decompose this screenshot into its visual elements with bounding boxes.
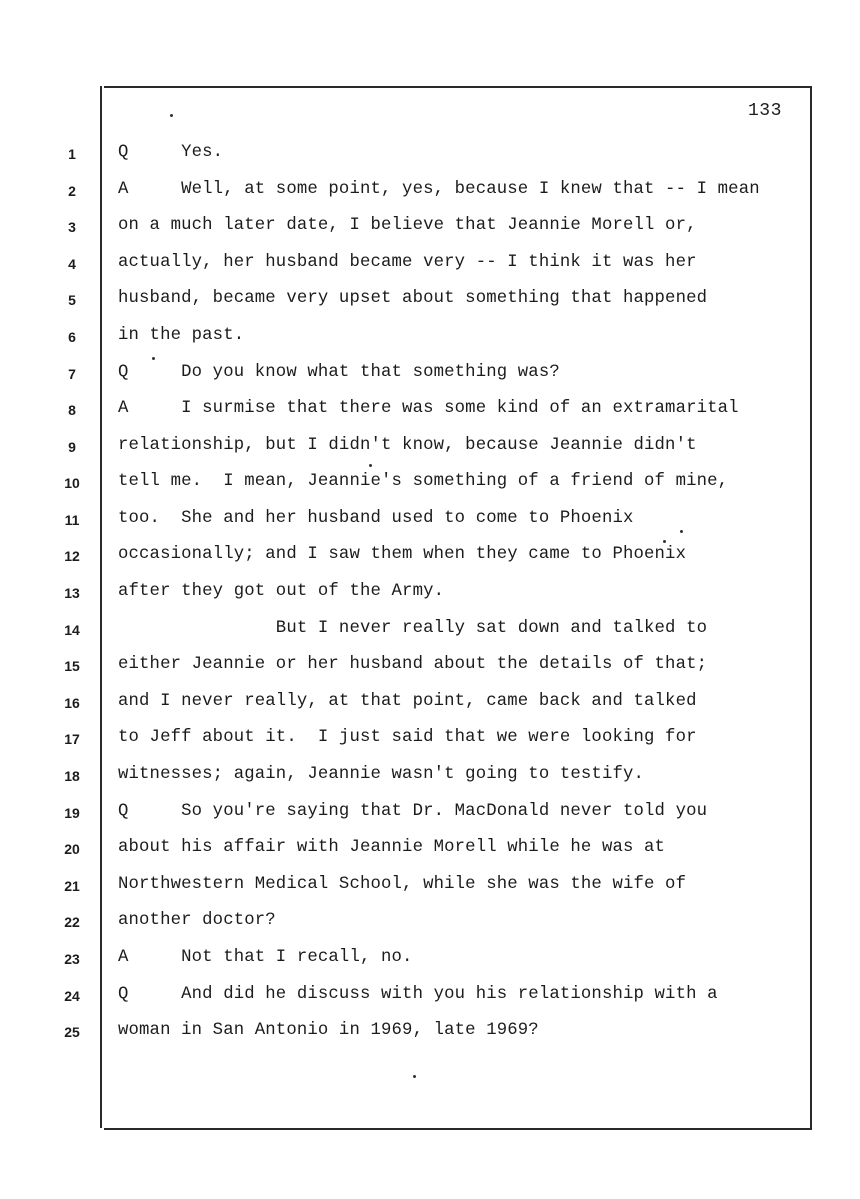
transcript-line: too. She and her husband used to come to Phoenix (118, 509, 634, 528)
line-number: 24 (64, 988, 80, 1004)
scan-speck (152, 357, 155, 360)
left-margin-rule (100, 86, 102, 1128)
line-number: 7 (68, 366, 76, 382)
transcript-line: A I surmise that there was some kind of an extramarital (118, 399, 739, 418)
line-number: 25 (64, 1024, 80, 1040)
transcript-line: But I never really sat down and talked to (118, 619, 708, 638)
line-number: 10 (64, 475, 80, 491)
line-number: 6 (68, 329, 76, 345)
transcript-line: in the past. (118, 326, 245, 345)
page-frame (104, 86, 812, 1130)
transcript-line: either Jeannie or her husband about the details of that; (118, 655, 708, 674)
transcript-line: Q And did he discuss with you his relationship with a (118, 985, 718, 1004)
scan-speck (170, 114, 173, 117)
scan-speck (663, 540, 666, 543)
scan-speck (413, 1075, 416, 1078)
transcript-line: on a much later date, I believe that Jeannie Morell or, (118, 216, 697, 235)
transcript-line: A Not that I recall, no. (118, 948, 413, 967)
line-number: 4 (68, 256, 76, 272)
transcript-line: about his affair with Jeannie Morell while he was at (118, 838, 666, 857)
transcript-line: A Well, at some point, yes, because I knew that -- I mean (118, 180, 760, 199)
line-number: 2 (68, 183, 76, 199)
transcript-line: Q Yes. (118, 143, 224, 162)
transcript-line: tell me. I mean, Jeannie's something of a friend of mine, (118, 472, 729, 491)
line-number: 11 (64, 512, 80, 528)
scan-speck (369, 464, 372, 467)
transcript-line: after they got out of the Army. (118, 582, 445, 601)
transcript-line: husband, became very upset about something that happened (118, 289, 708, 308)
line-number: 13 (64, 585, 80, 601)
line-number: 16 (64, 695, 80, 711)
line-number: 22 (64, 914, 80, 930)
line-number: 14 (64, 622, 80, 638)
transcript-line: another doctor? (118, 911, 276, 930)
transcript-line: Northwestern Medical School, while she was the wife of (118, 875, 687, 894)
transcript-line: and I never really, at that point, came back and talked (118, 692, 697, 711)
line-number: 23 (64, 951, 80, 967)
line-number: 17 (64, 731, 80, 747)
line-number: 20 (64, 841, 80, 857)
transcript-line: relationship, but I didn't know, because Jeannie didn't (118, 436, 697, 455)
line-number: 3 (68, 219, 76, 235)
line-number: 1 (68, 146, 76, 162)
line-number: 15 (64, 658, 80, 674)
line-number: 18 (64, 768, 80, 784)
page-number: 133 (748, 101, 782, 121)
transcript-line: Q Do you know what that something was? (118, 363, 560, 382)
transcript-line: to Jeff about it. I just said that we were looking for (118, 728, 697, 747)
transcript-line: occasionally; and I saw them when they came to Phoenix (118, 545, 687, 564)
transcript-line: Q So you're saying that Dr. MacDonald never told you (118, 802, 708, 821)
line-number: 12 (64, 548, 80, 564)
line-number: 21 (64, 878, 80, 894)
line-number: 8 (68, 402, 76, 418)
line-number: 9 (68, 439, 76, 455)
transcript-line: woman in San Antonio in 1969, late 1969? (118, 1021, 539, 1040)
transcript-line: witnesses; again, Jeannie wasn't going to testify. (118, 765, 645, 784)
transcript-line: actually, her husband became very -- I think it was her (118, 253, 697, 272)
line-number: 19 (64, 805, 80, 821)
line-number: 5 (68, 292, 76, 308)
scan-speck (680, 530, 683, 533)
